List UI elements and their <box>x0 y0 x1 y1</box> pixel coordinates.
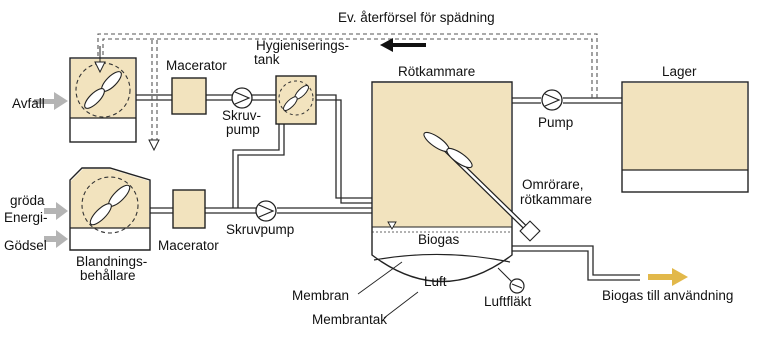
storage-tank <box>622 82 748 192</box>
energigroda-label-2: gröda <box>10 193 45 208</box>
biogas-out-arrow-icon <box>648 268 688 286</box>
pipe-pump-to-storage <box>563 98 622 103</box>
biogas-label: Biogas <box>418 232 460 247</box>
pipe-macerator-to-pump <box>206 95 232 100</box>
blandnings-label-2: behållare <box>80 268 136 283</box>
skruvpump-bottom-label: Skruvpump <box>226 222 295 237</box>
energigroda-label-1: Energi- <box>4 210 48 225</box>
energigroda-inflow-arrow-icon <box>44 202 68 220</box>
recirculation-label: Ev. återförsel för spädning <box>338 10 495 25</box>
pump-right-icon <box>542 90 562 110</box>
omrorare-label-1: Omrörare, <box>522 177 584 192</box>
luft-label: Luft <box>424 274 447 289</box>
recirculation-down-arrow-2-icon <box>149 140 159 150</box>
pump-label: Pump <box>538 115 574 130</box>
macerator-top <box>172 78 206 114</box>
lager-label: Lager <box>662 64 697 79</box>
pipe-pump-to-digester <box>277 208 372 213</box>
macerator-bottom <box>173 190 205 228</box>
mixing-container <box>70 168 150 250</box>
membrantak-label: Membrantak <box>312 312 388 327</box>
pipe-avfall-to-macerator <box>136 95 172 100</box>
omrorare-label-2: rötkammare <box>520 192 593 207</box>
hygien-label-1: Hygieniserings- <box>256 38 350 53</box>
godsel-inflow-arrow-icon <box>44 230 68 248</box>
avfall-label: Avfall <box>12 96 45 111</box>
pipe-macerator-to-pump-bottom <box>205 208 256 213</box>
luftflakt-label: Luftfläkt <box>484 294 532 309</box>
rotkammare-label: Rötkammare <box>398 64 476 79</box>
recirculation-direction-arrow-icon <box>380 38 426 52</box>
avfall-tank <box>70 58 136 142</box>
hygien-label-2: tank <box>254 52 280 67</box>
pump-bottom-icon <box>256 201 276 221</box>
macerator-top-label: Macerator <box>166 58 227 73</box>
biogas-anvandning-label: Biogas till användning <box>602 288 734 303</box>
pipe-biogas-out <box>510 246 640 280</box>
digester-contents <box>373 83 511 227</box>
storage-tank-contents <box>623 83 747 170</box>
pipe-pump-to-hygiene <box>252 95 276 100</box>
air-blower-icon <box>498 268 524 293</box>
blandnings-label-1: Blandnings- <box>76 254 148 269</box>
pipe-digester-to-pump <box>512 98 541 103</box>
pump-top-icon <box>232 88 252 108</box>
membran-label: Membran <box>292 288 350 303</box>
pipe-hygiene-to-digester <box>316 95 372 203</box>
hygiene-tank <box>276 76 316 124</box>
macerator-bottom-label: Macerator <box>158 238 219 253</box>
skruvpump-top-label-2: pump <box>226 122 260 137</box>
recirculation-branch-down <box>152 40 157 140</box>
skruvpump-top-label-1: Skruv- <box>222 108 262 123</box>
pipe-mixer-to-macerator <box>150 208 173 213</box>
godsel-label: Gödsel <box>4 238 47 253</box>
